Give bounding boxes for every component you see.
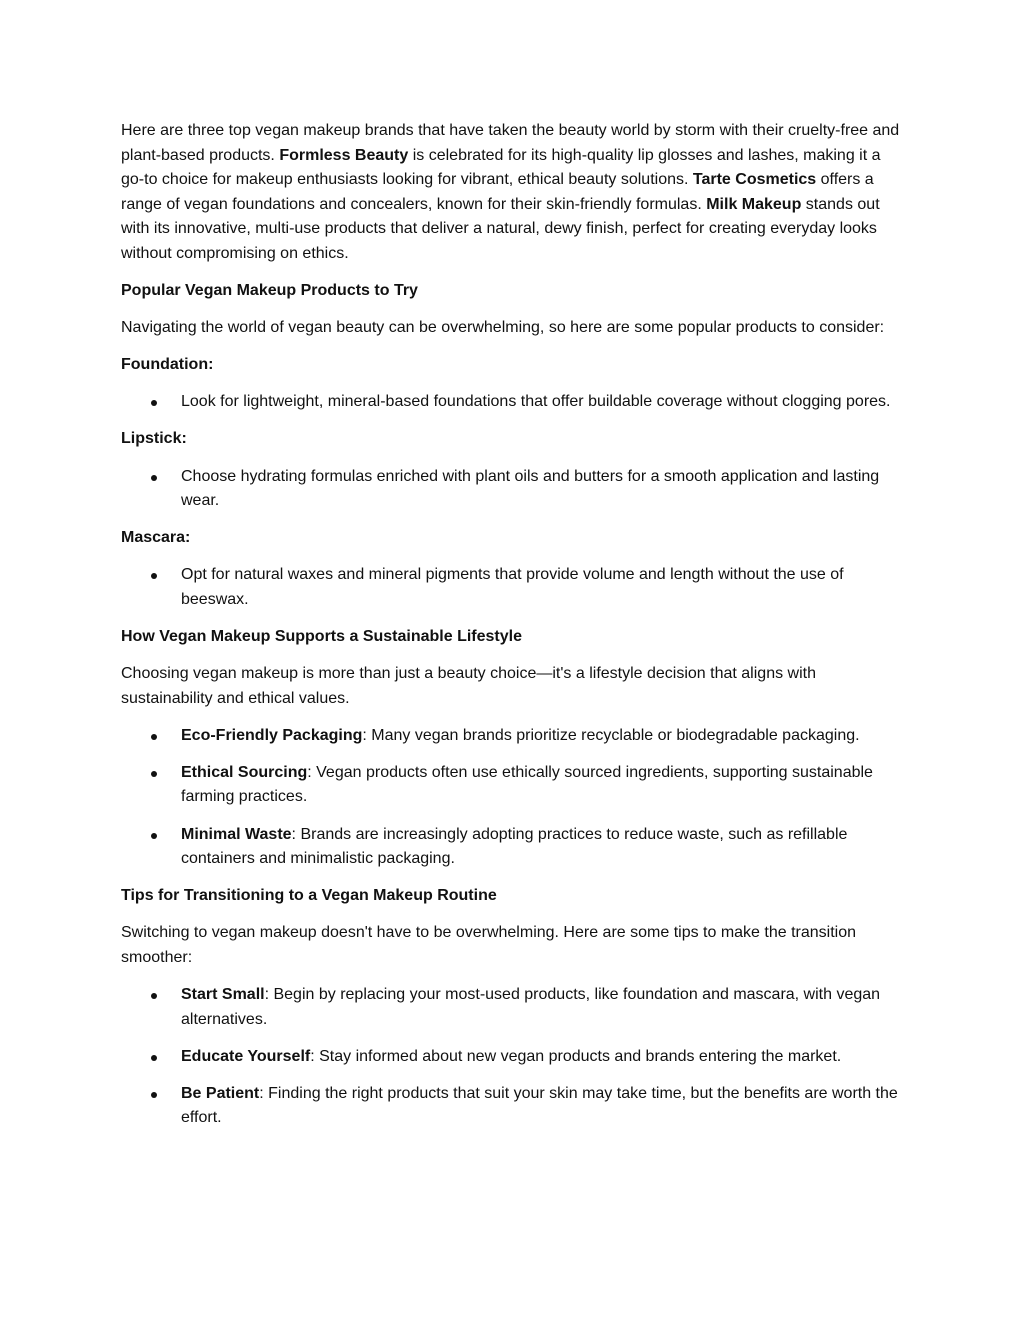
foundation-item-text: Look for lightweight, mineral-based foundations that offer buildable coverage without clogging pores.: [181, 393, 891, 411]
list-item: [121, 724, 901, 749]
tips-list: [121, 983, 901, 1131]
mascara-list: [121, 563, 901, 612]
list-item-text: : Stay informed about new vegan products and brands entering the market.: [310, 1047, 842, 1065]
bullet-icon: [151, 833, 157, 839]
brand-formless-beauty: Formless Beauty: [279, 146, 409, 164]
tips-heading: Tips for Transitioning to a Vegan Makeup Routine: [121, 887, 497, 905]
mascara-item-text: Opt for natural waxes and mineral pigments that provide volume and length without the use of beeswax.: [181, 566, 844, 608]
list-item-text: : Many vegan brands prioritize recyclable or biodegradable packaging.: [362, 726, 860, 744]
list-item-term: Eco-Friendly Packaging: [181, 726, 363, 744]
bullet-icon: [151, 475, 157, 481]
bullet-icon: [151, 573, 157, 579]
list-item: [121, 390, 901, 415]
tips-intro: Switching to vegan makeup doesn't have to be overwhelming. Here are some tips to make the transition smoother:: [121, 924, 857, 966]
mascara-label: Mascara:: [121, 529, 191, 547]
lipstick-label: Lipstick:: [121, 430, 187, 448]
intro-text-1: Here are three top vegan makeup brands that have taken the beauty world by storm with their cruelty-free and plant-based products.: [121, 122, 900, 164]
list-item: [121, 465, 901, 514]
list-item: [121, 1082, 901, 1131]
list-item: [121, 823, 901, 872]
brand-tarte-cosmetics: Tarte Cosmetics: [692, 171, 817, 189]
list-item-term: Start Small: [181, 986, 265, 1004]
bullet-icon: [151, 400, 157, 406]
sustainable-list: [121, 724, 901, 872]
sustainable-heading: How Vegan Makeup Supports a Sustainable Lifestyle: [121, 628, 522, 645]
list-item-term: Be Patient: [181, 1084, 260, 1102]
document-page: [121, 119, 901, 1144]
list-item: [121, 761, 901, 810]
bullet-icon: [151, 771, 157, 777]
intro-text-4: stands out with its innovative, multi-use products that deliver a natural, dewy finish, perfect for creating everyday looks without compromising on ethics.: [121, 195, 880, 262]
list-item: [121, 1045, 901, 1070]
foundation-label: Foundation:: [121, 356, 214, 374]
list-item-text: : Begin by replacing your most-used products, like foundation and mascara, with vegan alternatives.: [181, 986, 881, 1028]
list-item-term: Minimal Waste: [181, 825, 292, 843]
products-heading: Popular Vegan Makeup Products to Try: [121, 282, 418, 300]
bullet-icon: [151, 993, 157, 999]
bullet-icon: [151, 1055, 157, 1061]
intro-text-2: is celebrated for its high-quality lip glosses and lashes, making it a go-to choice for makeup enthusiasts looking for vibrant, ethical beauty solutions.: [121, 146, 881, 189]
intro-paragraph: [121, 119, 901, 267]
list-item-text: : Brands are increasingly adopting practices to reduce waste, such as refillable containers and minimalistic packaging.: [181, 825, 848, 868]
list-item-text: : Finding the right products that suit your skin may take time, but the benefits are worth the effort.: [181, 1084, 898, 1127]
bullet-icon: [151, 734, 157, 740]
list-item: [121, 563, 901, 612]
sustainable-intro: Choosing vegan makeup is more than just a beauty choice—it's a lifestyle decision that aligns with sustainability and ethical values.: [121, 665, 816, 707]
lipstick-list: [121, 465, 901, 514]
list-item: [121, 983, 901, 1032]
bullet-icon: [151, 1092, 157, 1098]
list-item-text: : Vegan products often use ethically sourced ingredients, supporting sustainable farming practices.: [181, 763, 873, 806]
lipstick-item-text: Choose hydrating formulas enriched with plant oils and butters for a smooth application and lasting wear.: [181, 467, 880, 510]
foundation-list: [121, 390, 901, 415]
list-item-term: Educate Yourself: [181, 1047, 311, 1065]
brand-milk-makeup: Milk Makeup: [706, 195, 802, 213]
list-item-term: Ethical Sourcing: [181, 763, 308, 781]
intro-text-3: offers a range of vegan foundations and concealers, known for their skin-friendly formulas.: [121, 171, 874, 213]
products-intro: Navigating the world of vegan beauty can be overwhelming, so here are some popular products to consider:: [121, 319, 885, 337]
